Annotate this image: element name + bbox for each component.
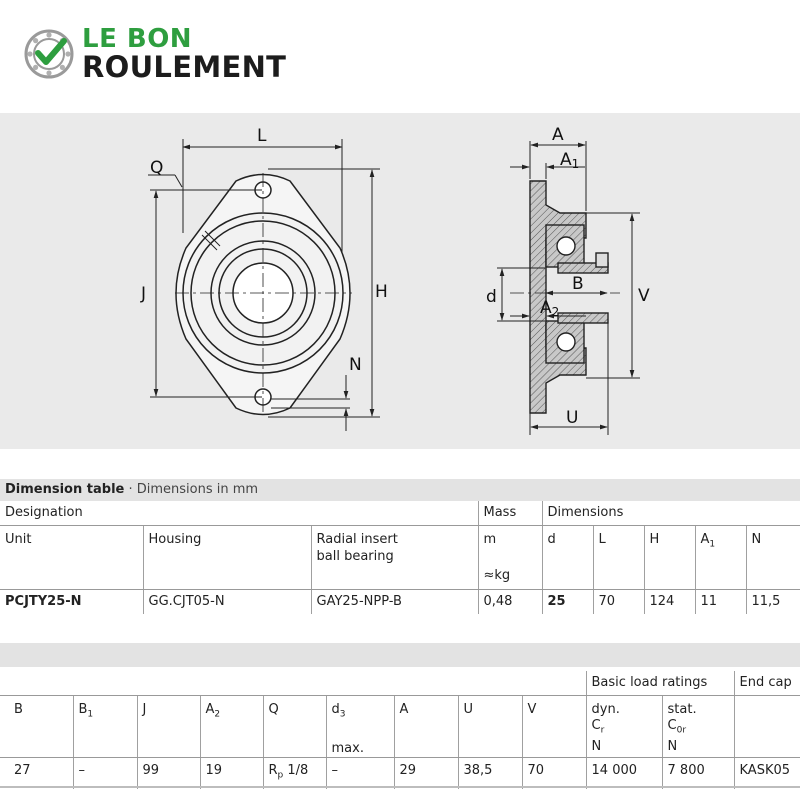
col-d3: $d_3$ max.: [326, 696, 394, 758]
spacer: [0, 449, 800, 479]
column-header-row-2: [0, 696, 800, 758]
label-U: U: [566, 408, 579, 428]
cell-end-cap: KASK05: [739, 763, 791, 778]
col-L: L: [593, 526, 644, 590]
label-B: B: [572, 274, 584, 294]
col-N: N: [746, 526, 800, 590]
group-mass: Mass: [478, 501, 542, 526]
cell-A1: 11: [695, 590, 746, 615]
label-d: d: [486, 287, 497, 307]
cell-H: 124: [644, 590, 695, 615]
label-N: N: [349, 355, 362, 375]
col-A1: $A_1$: [695, 526, 746, 590]
label-V: V: [638, 286, 650, 306]
section-band: [0, 643, 800, 667]
col-H: H: [644, 526, 695, 590]
col-B: B: [0, 696, 73, 758]
col-dyn: dyn. $C_r$ N: [586, 696, 662, 758]
col-end-cap: [734, 696, 800, 758]
col-A: A: [394, 696, 458, 758]
label-A: A: [552, 125, 564, 145]
front-view: [175, 173, 352, 415]
label-L: L: [257, 126, 267, 146]
col-stat: stat. $C_{0r}$ N: [662, 696, 734, 758]
col-J: J: [137, 696, 200, 758]
col-housing: Housing: [143, 526, 311, 590]
brand-name-line2: ROULEMENT: [82, 50, 287, 84]
technical-drawing: [0, 113, 800, 449]
col-d: d: [542, 526, 593, 590]
group-header-row: [0, 501, 800, 526]
col-A2: $A_2$: [200, 696, 263, 758]
table-title-bold: Dimension table: [5, 482, 125, 497]
label-Q: Q: [150, 158, 164, 178]
col-insert: Radial insert ball bearing: [311, 526, 478, 590]
cell-L: 70: [593, 590, 644, 615]
group-blank: [0, 671, 586, 696]
cell-C0r: 7 800: [662, 758, 734, 789]
cell-J: 99: [137, 758, 200, 789]
cell-B1: –: [73, 758, 137, 789]
cell-U: 38,5: [458, 758, 522, 789]
bottom-divider: [0, 786, 800, 788]
table-title-row: [0, 479, 800, 501]
col-mass: m ≈kg: [478, 526, 542, 590]
dimension-table: [0, 479, 800, 614]
dimension-table-continued: [0, 671, 800, 789]
cell-V: 70: [522, 758, 586, 789]
column-header-row: [0, 526, 800, 590]
label-A2: A2: [540, 298, 560, 319]
table-row: [0, 758, 800, 789]
bearing-check-icon: [24, 29, 74, 83]
cell-Q: $R_p$ 1/8: [263, 758, 326, 789]
side-dimensions: [497, 141, 640, 435]
col-B1: $B_1$: [73, 696, 137, 758]
cell-B: 27: [0, 758, 73, 789]
col-U: U: [458, 696, 522, 758]
label-A1: A1: [560, 150, 580, 171]
cell-Cr: 14 000: [586, 758, 662, 789]
cell-insert: GAY25-NPP-B: [311, 590, 478, 615]
table-title-rest: · Dimensions in mm: [124, 482, 259, 497]
table-title: [0, 479, 800, 501]
page-header: [0, 0, 800, 113]
col-unit: Unit: [0, 526, 143, 590]
drawing-svg: [0, 113, 800, 449]
cell-d3: –: [326, 758, 394, 789]
col-V: V: [522, 696, 586, 758]
group-header-row-2: [0, 671, 800, 696]
group-dimensions: Dimensions: [542, 501, 800, 526]
cell-d: 25: [542, 590, 593, 615]
label-J: J: [141, 284, 147, 304]
cell-unit: PCJTY25-N: [0, 590, 143, 615]
cell-housing: GG.CJT05-N: [143, 590, 311, 615]
cell-N: 11,5: [746, 590, 800, 615]
table-row: [0, 590, 800, 615]
group-basic-load: Basic load ratings: [586, 671, 734, 696]
brand-name-line1: LE BON: [82, 24, 193, 54]
cell-A2: 19: [200, 758, 263, 789]
group-designation: Designation: [0, 501, 478, 526]
group-end-cap: End cap: [734, 671, 800, 696]
cell-mass: 0,48: [478, 590, 542, 615]
col-Q: Q: [263, 696, 326, 758]
label-H: H: [375, 282, 388, 302]
cell-A: 29: [394, 758, 458, 789]
